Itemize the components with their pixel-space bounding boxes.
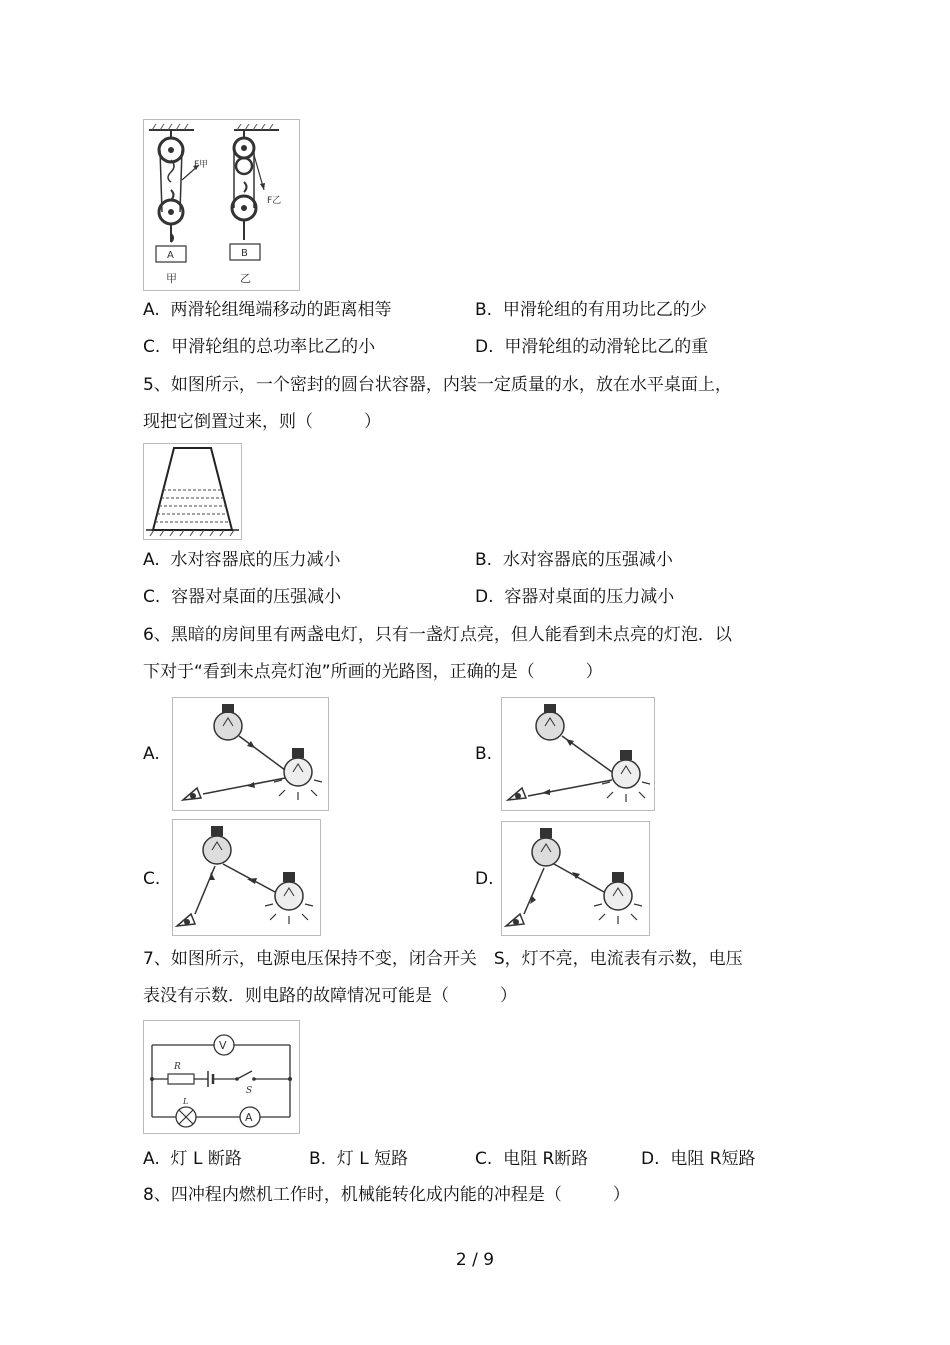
page-number: 2 / 9: [455, 1250, 495, 1270]
q6-option-d-figure[interactable]: [501, 821, 650, 936]
q7-stem-line1: 7、如图所示，电源电压保持不变，闭合开关 S，灯不亮，电流表有示数，电压: [143, 949, 743, 969]
q6-option-c-label[interactable]: C.: [143, 869, 161, 889]
q7-option-a[interactable]: A. 灯 L 断路: [143, 1149, 242, 1169]
q6-option-d-label[interactable]: D.: [475, 869, 494, 889]
label-yi: 乙: [240, 272, 251, 285]
circuit-figure: [143, 1020, 300, 1134]
q4-option-b[interactable]: B. 甲滑轮组的有用功比乙的少: [475, 300, 707, 320]
switch-label: S: [246, 1086, 253, 1096]
force-label-left: F甲: [194, 160, 209, 170]
box-label-b: B: [241, 248, 248, 259]
q4-option-d[interactable]: D. 甲滑轮组的动滑轮比乙的重: [475, 337, 709, 357]
q5-option-b[interactable]: B. 水对容器底的压强减小: [475, 550, 673, 570]
force-label-right: F乙: [267, 196, 282, 206]
q6-stem-line1: 6、黑暗的房间里有两盏电灯，只有一盏灯点亮，但人能看到未点亮的灯泡．以: [143, 625, 732, 645]
pulley-figure: [143, 119, 300, 291]
q8-stem-line1: 8、四冲程内燃机工作时，机械能转化成内能的冲程是（ ）: [143, 1185, 630, 1205]
q6-option-a-figure[interactable]: [172, 697, 329, 811]
q5-stem-line1: 5、如图所示，一个密封的圆台状容器，内装一定质量的水，放在水平桌面上，: [143, 375, 732, 395]
q4-option-a[interactable]: A. 两滑轮组绳端移动的距离相等: [143, 300, 392, 320]
q6-option-a-label[interactable]: A.: [143, 744, 160, 764]
q6-option-c-figure[interactable]: [172, 819, 321, 936]
voltmeter-label: V: [219, 1039, 227, 1052]
box-label-a: A: [167, 250, 174, 261]
q6-option-b-label[interactable]: B.: [475, 744, 493, 764]
ammeter-label: A: [245, 1111, 253, 1124]
q5-option-c[interactable]: C. 容器对桌面的压强减小: [143, 587, 342, 607]
resistor-label: R: [174, 1062, 181, 1072]
q7-option-c[interactable]: C. 电阻 R断路: [475, 1149, 589, 1169]
q7-option-d[interactable]: D. 电阻 R短路: [641, 1149, 756, 1169]
frustum-container-figure: [143, 443, 242, 540]
lamp-label: L: [183, 1097, 189, 1106]
q5-option-a[interactable]: A. 水对容器底的压力减小: [143, 550, 341, 570]
q7-option-b[interactable]: B. 灯 L 短路: [309, 1149, 409, 1169]
q5-stem-line2: 现把它倒置过来，则（ ）: [143, 412, 381, 432]
q5-option-d[interactable]: D. 容器对桌面的压力减小: [475, 587, 675, 607]
q4-option-c[interactable]: C. 甲滑轮组的总功率比乙的小: [143, 337, 376, 357]
q6-option-b-figure[interactable]: [501, 697, 655, 811]
q6-stem-line2: 下对于“看到未点亮灯泡”所画的光路图，正确的是（ ）: [143, 662, 603, 682]
q7-stem-line2: 表没有示数．则电路的故障情况可能是（ ）: [143, 986, 517, 1006]
label-jia: 甲: [166, 272, 177, 285]
